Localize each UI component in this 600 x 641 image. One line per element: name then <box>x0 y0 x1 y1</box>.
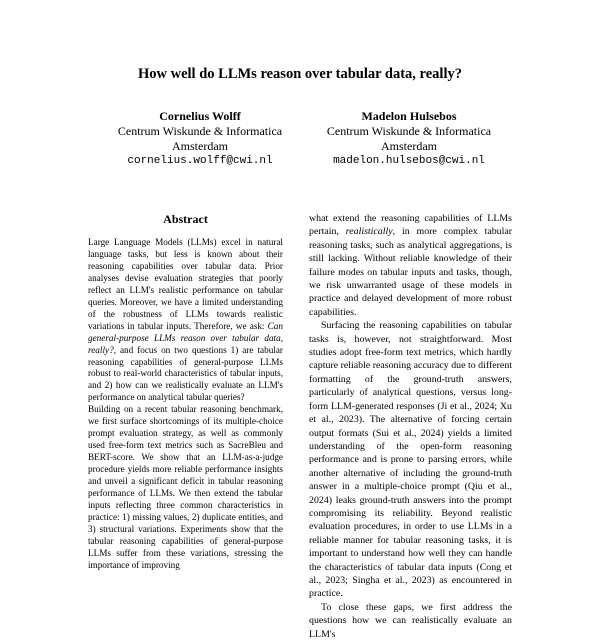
body-text: , in more complex tabular reasoning tasks, such as analytical aggregations, is still lacking. Without reliable knowledge of their failure modes on tabular inputs and tasks, though, we risk unwarranted usage of these models in practice and delayed development of more robust capabilities. <box>309 226 512 318</box>
body-paragraph <box>309 212 512 319</box>
author-email: cornelius.wolff@cwi.nl <box>127 155 273 167</box>
abstract-text: , and focus on two questions 1) are tabular reasoning capabilities of general-purpose LLMs robust to real-world characteristics of tabular inputs, and 2) how can we realistically evaluate an LLM's performance on analytical tabular queries? <box>88 344 283 403</box>
author-name: Madelon Hulsebos <box>361 109 457 123</box>
author-affiliation: Centrum Wiskunde & Informatica <box>117 124 283 138</box>
abstract-paragraph: Building on a recent tabular reasoning benchmark, we first surface shortcomings of its multiple-choice prompt evaluation strategy, as well as commonly used free-form text metrics such as SacreBleu and BERT-score. We show that an LLM-as-a-judge procedure yields more reliable performance insights and unveil a significant deficit in tabular reasoning performance of LLMs. We then extend the tabular inputs reflecting three common characteristics in practice: 1) missing values, 2) duplicate entities, and 3) structural variations. Experiments show that the tabular reasoning capabilities of general-purpose LLMs suffer from these variations, stressing the importance of improving <box>88 404 283 570</box>
paper-title: How well do LLMs reason over tabular data, really? <box>138 66 462 82</box>
author-name: Cornelius Wolff <box>159 109 241 123</box>
abstract-body <box>88 237 283 572</box>
body-paragraph: Surfacing the reasoning capabilities on tabular tasks is, however, not straightforward. Most studies adopt free-form text metrics, which hardly capture reliable reasoning accuracy due to different formatting of the ground-truth answers, particularly of analytical questions, versus long-form LLM-generated responses (Ji et al., 2024; Xu et al., 2023). The alternative of forcing certain output formats (Sui et al., 2024) yields a limited understanding of the open-form reasoning performance and is prone to parsing errors, while another alternative of including the ground-truth answer in a multiple-choice prompt (Qiu et al., 2024) leaks ground-truth answers into the prompt compromising its reliability. Beyond realistic evaluation procedures, in order to use LLMs in a reliable manner for tabular reasoning tasks, it is important to understand how well they can handle the characteristics of tabular data inputs (Cong et al., 2023; Singha et al., 2023) as encountered in practice. <box>309 320 512 600</box>
abstract-heading: Abstract <box>163 212 208 226</box>
author-1 <box>95 109 305 169</box>
author-city: Amsterdam <box>381 139 437 153</box>
body-emphasis: realistically <box>345 226 393 238</box>
author-affiliation: Centrum Wiskunde & Informatica <box>326 124 492 138</box>
right-column-body <box>309 212 512 641</box>
abstract-question: Can general-purpose LLMs reason over tabular data, really? <box>88 320 283 355</box>
body-paragraph: To close these gaps, we first address the questions how we can realistically evaluate an LLM's <box>309 601 512 640</box>
author-2 <box>304 109 514 169</box>
abstract-paragraph <box>88 237 283 404</box>
author-city: Amsterdam <box>172 139 228 153</box>
body-text: what extend the reasoning capabilities of LLMs pertain, <box>309 213 512 238</box>
author-email: madelon.hulsebos@cwi.nl <box>333 155 485 167</box>
abstract-text: Large Language Models (LLMs) excel in natural language tasks, but less is known about their reasoning capabilities over tabular data. Prior analyses devise evaluation strategies that poorly reflect an LLM's realistic performance on tabular queries. Moreover, we have a limited understanding of the robustness of LLMs towards realistic variations in tabular inputs. Therefore, we ask: <box>88 237 283 331</box>
